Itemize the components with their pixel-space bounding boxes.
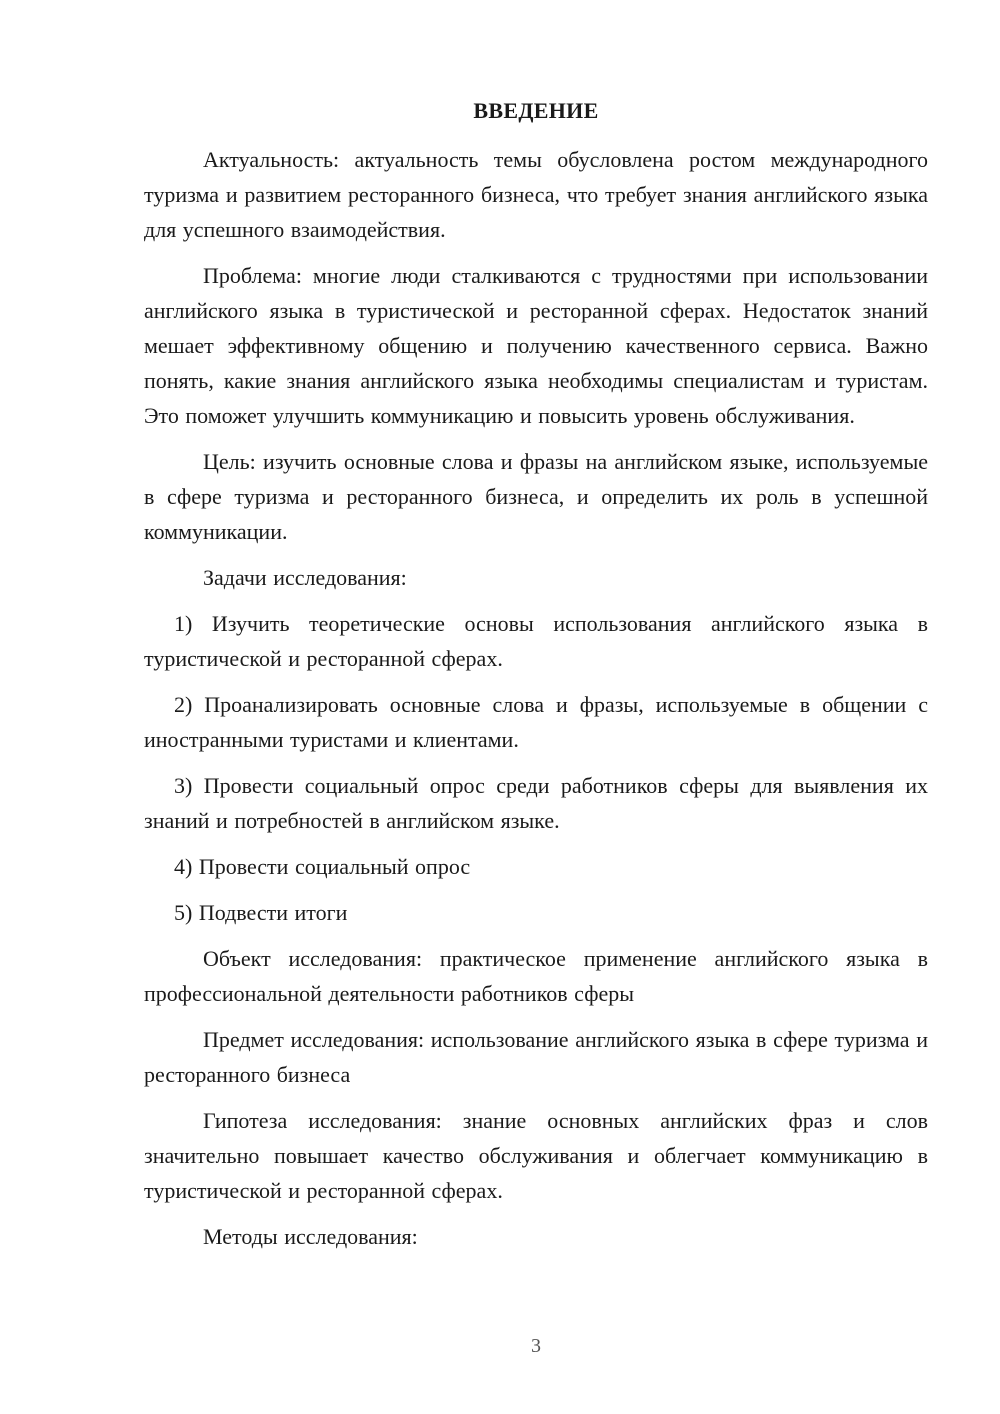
page-title: ВВЕДЕНИЕ xyxy=(473,98,599,123)
task-item: 5) Подвести итоги xyxy=(174,900,348,925)
relevance-paragraph: Актуальность: актуальность темы обусловлена ростом международного туризма и развитием ресторанного бизнеса, что требует знания английского языка для успешного взаимодействия. xyxy=(144,147,928,242)
problem-paragraph: Проблема: многие люди сталкиваются с трудностями при использовании английского языка в туристической и ресторанной сферах. Недостаток знаний мешает эффективному общению и получению качественного сервиса. Важно понять, какие знания английского языка необходимы специалистам и туристам. Это поможет улучшить коммуникацию и повысить уровень обслуживания. xyxy=(144,263,928,428)
task-item: 3) Провести социальный опрос среди работников сферы для выявления их знаний и потребностей в английском языке. xyxy=(144,773,928,833)
methods-heading: Методы исследования: xyxy=(203,1224,418,1249)
object-paragraph: Объект исследования: практическое применение английского языка в профессиональной деятельности работников сферы xyxy=(144,946,928,1006)
task-item: 4) Провести социальный опрос xyxy=(174,854,471,879)
document-body xyxy=(144,142,928,1265)
hypothesis-paragraph: Гипотеза исследования: знание основных английских фраз и слов значительно повышает качество обслуживания и облегчает коммуникацию в туристической и ресторанной сферах. xyxy=(144,1108,928,1203)
subject-paragraph: Предмет исследования: использование английского языка в сфере туризма и ресторанного бизнеса xyxy=(144,1027,928,1087)
tasks-heading: Задачи исследования: xyxy=(203,565,407,590)
task-item: 2) Проанализировать основные слова и фразы, используемые в общении с иностранными туристами и клиентами. xyxy=(144,692,928,752)
page-number: 3 xyxy=(531,1335,541,1357)
goal-paragraph: Цель: изучить основные слова и фразы на английском языке, используемые в сфере туризма и ресторанного бизнеса, и определить их роль в успешной коммуникации. xyxy=(144,449,928,544)
task-item: 1) Изучить теоретические основы использования английского языка в туристической и ресторанной сферах. xyxy=(144,611,928,671)
